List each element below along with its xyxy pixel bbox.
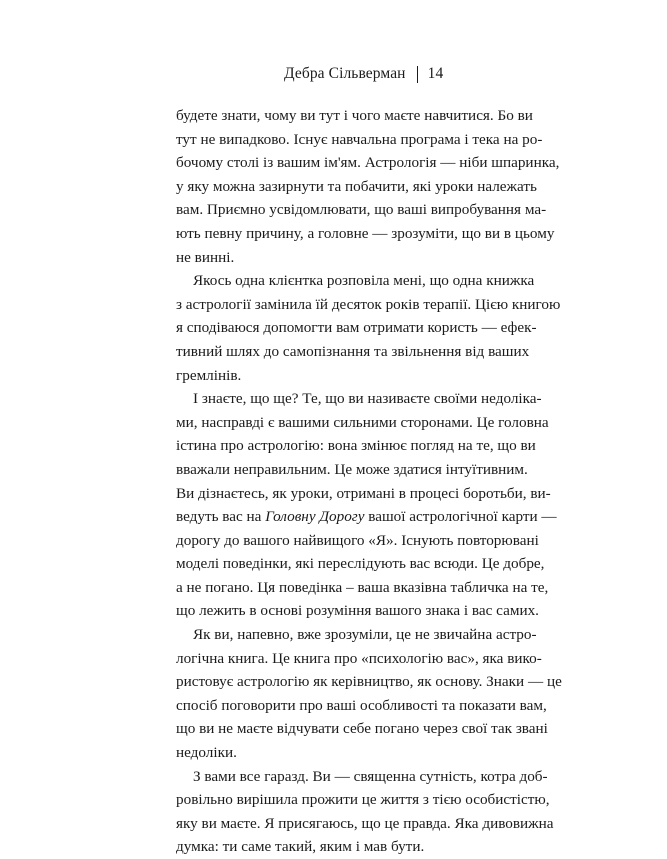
text-line: я сподіваюся допомогти вам отримати користь — ефек- <box>176 319 537 337</box>
text-line: не винні. <box>176 248 235 266</box>
italic-phrase: Головну Дорогу <box>265 508 365 526</box>
text-line: вважали неправильним. Це може здатися інтуїтивним. <box>176 460 528 478</box>
running-header <box>284 64 443 84</box>
text-line: ми, насправді є вашими сильними сторонами. Це головна <box>176 413 549 431</box>
text-line: тивний шлях до самопізнання та звільнення від ваших <box>176 342 530 360</box>
text-line: думка: ти саме такий, яким і мав бути. <box>176 838 425 856</box>
text-line: З вами все гаразд. Ви — священна сутність, котра доб- <box>193 767 548 785</box>
text-line: вам. Приємно усвідомлювати, що ваші випробування ма- <box>176 201 547 219</box>
text-line: з астрології замінила їй десяток років терапії. Цією книгою <box>176 295 561 313</box>
author-name: Дебра Сільверман <box>284 65 406 82</box>
text-line: спосіб поговорити про ваші особливості та показати вам, <box>176 696 547 714</box>
text-line: тут не випадково. Існує навчальна програма і тека на ро- <box>176 130 543 148</box>
text-line: ють певну причину, а головне — зрозуміти, що ви в цьому <box>176 224 555 242</box>
paragraph <box>176 765 554 859</box>
text-line: яку ви маєте. Я присягаюсь, що це правда. Яка дивовижна <box>176 814 554 832</box>
text-line: будете знати, чому ви тут і чого маєте навчитися. Бо ви <box>176 107 533 124</box>
text-line: ведуть вас на Головну Дорогу вашої астрологічної карти — <box>176 508 557 526</box>
text-line: дорогу до вашого найвищого «Я». Існують повторювані <box>176 531 539 549</box>
text-line: ристовує астрологію як керівництво, як основу. Знаки — це <box>176 673 562 691</box>
paragraph <box>176 387 557 623</box>
text-line: що ви не маєте відчувати себе погано через свої так звані <box>176 720 548 738</box>
text-line: ровільно вирішила прожити це життя з тією особистістю, <box>176 791 550 809</box>
text-line: а не погано. Ця поведінка – ваша вказівна табличка на те, <box>176 578 549 596</box>
text-line: у яку можна зазирнути та побачити, які уроки належать <box>176 177 537 195</box>
text-line: логічна книга. Це книга про «психологію вас», яка вико- <box>176 649 542 667</box>
text-line: Ви дізнаєтесь, як уроки, отримані в процесі боротьби, ви- <box>176 484 551 502</box>
page-number: 14 <box>427 65 444 82</box>
paragraph <box>176 104 560 269</box>
body-text <box>176 104 562 859</box>
text-line: Якось одна клієнтка розповіла мені, що одна книжка <box>193 272 535 290</box>
text-line: Як ви, напевно, вже зрозуміли, це не звичайна астро- <box>193 626 537 644</box>
text-line: бочому столі із вашим ім'ям. Астрологія — ніби шпаринка, <box>176 154 560 172</box>
text-line: що лежить в основі розуміння вашого знака і вас самих. <box>176 602 539 620</box>
text-line: гремлінів. <box>176 366 242 384</box>
header-separator <box>417 66 418 83</box>
text-line: істина про астрологію: вона змінює погляд на те, що ви <box>176 437 536 455</box>
text-line: моделі поведінки, які переслідують вас всюди. Це добре, <box>176 555 545 573</box>
paragraph <box>176 269 561 387</box>
text-line: І знаєте, що ще? Те, що ви називаєте своїми недоліка- <box>193 390 542 408</box>
text-line: недоліки. <box>176 744 237 762</box>
paragraph <box>176 623 562 765</box>
